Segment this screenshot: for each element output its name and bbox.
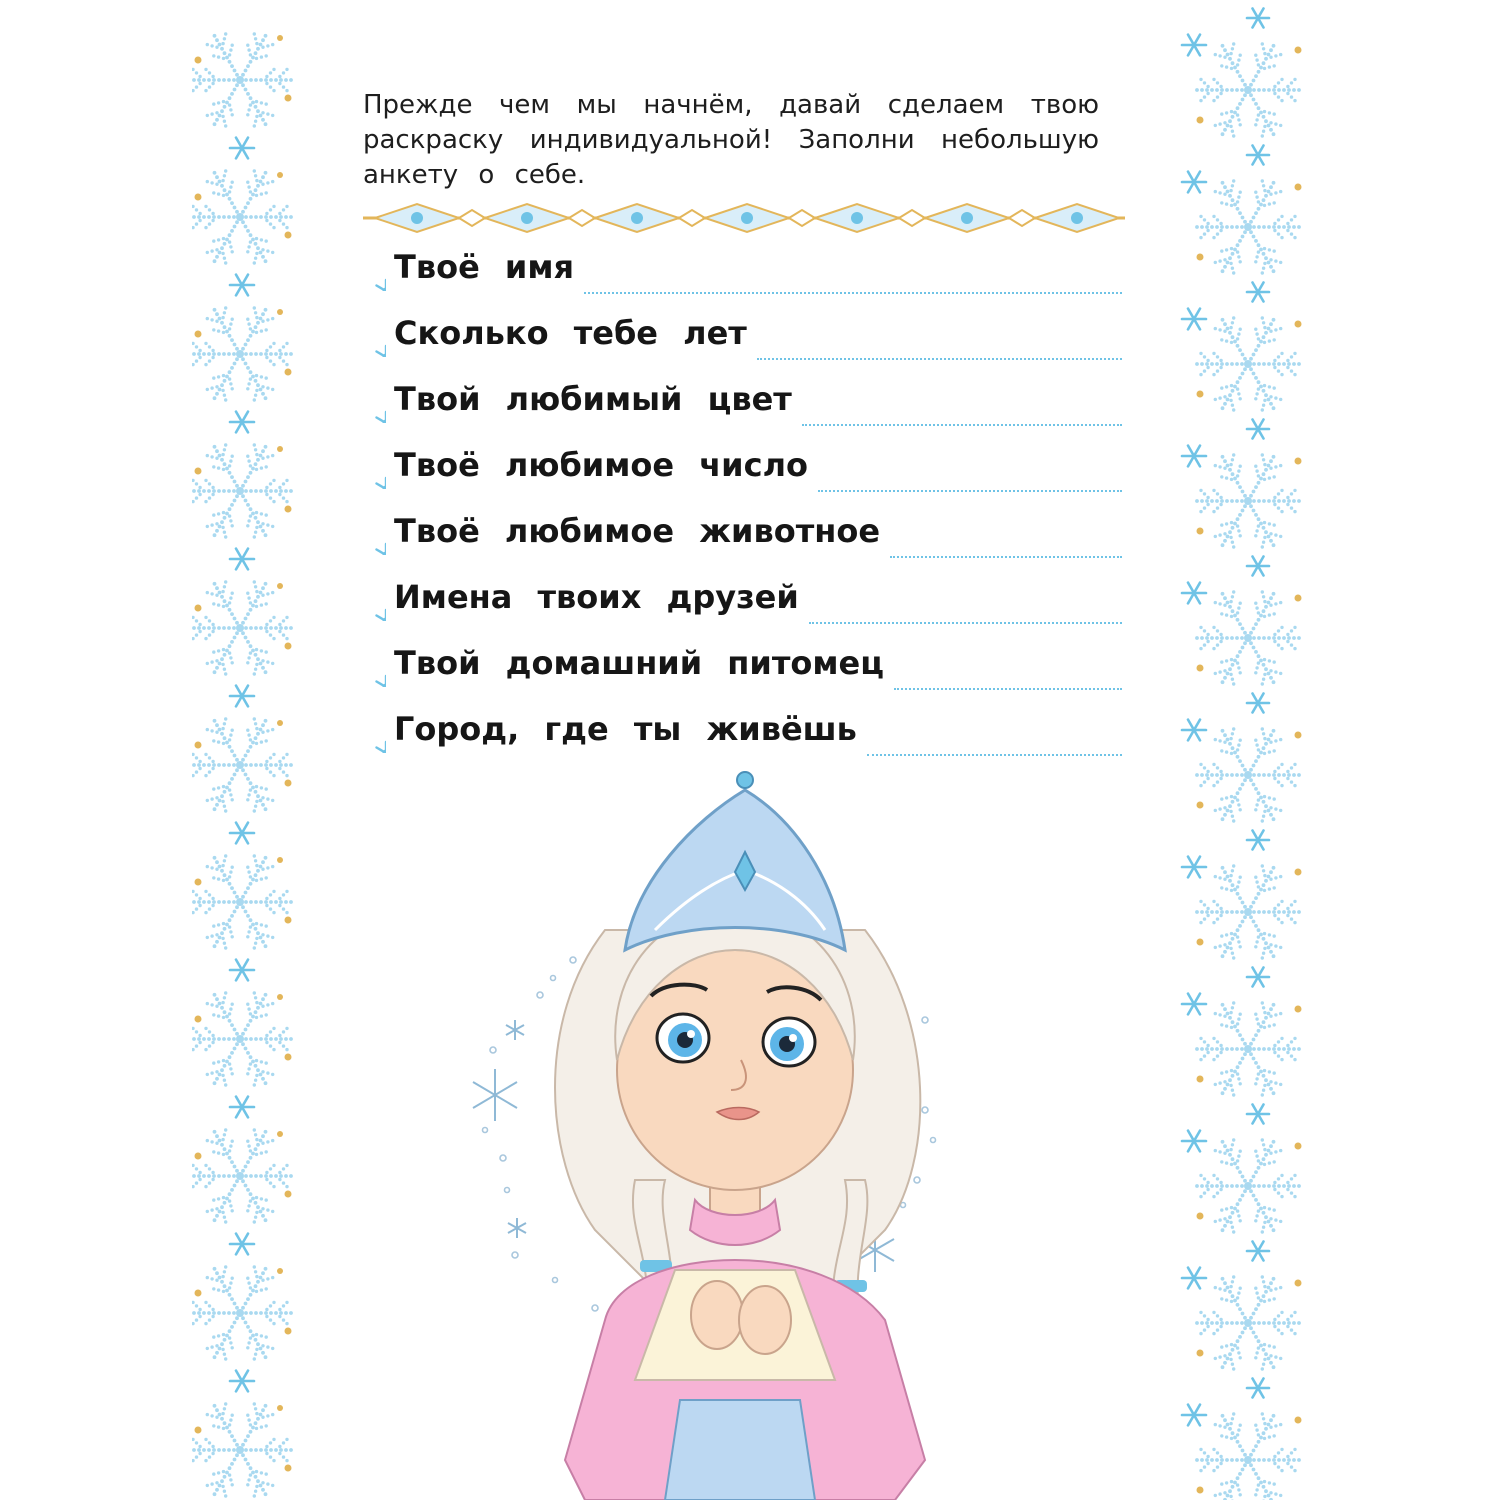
question-label: Твой любимый цвет [394, 380, 792, 418]
gold-dot-icon [285, 1465, 292, 1472]
gold-dot-icon [1197, 802, 1204, 809]
divider-small-diamond [459, 210, 485, 226]
border-snowflake-icon [1195, 179, 1301, 274]
snowflake-icon [360, 727, 386, 753]
snow-princess-icon [455, 760, 1015, 1500]
intro-text: Прежде чем мы начнём, давай сделаем твою раскраску индивидуальной! Заполни небольшую анкету о себе. [363, 90, 1099, 190]
gold-dot-icon [195, 468, 202, 475]
question-row [360, 380, 1122, 446]
small-snowflake-icon [1182, 720, 1206, 741]
divider-gem [741, 212, 753, 224]
answer-line[interactable] [867, 753, 1122, 756]
border-snowflake-icon [1195, 1412, 1301, 1500]
gold-dot-icon [1295, 458, 1302, 465]
small-snowflake-icon [230, 686, 254, 707]
small-snowflake-icon [1182, 583, 1206, 604]
gold-dot-icon [277, 35, 283, 41]
answer-line[interactable] [584, 291, 1122, 294]
answer-line[interactable] [890, 555, 1122, 558]
small-snowflake-icon [1182, 172, 1206, 193]
gold-dot-icon [1295, 47, 1302, 54]
border-snowflake-icon [192, 1265, 293, 1360]
snowflake-pattern-icon [1180, 0, 1310, 1500]
question-row [360, 314, 1122, 380]
gold-dot-icon [195, 879, 202, 886]
small-snowflake-icon [1247, 419, 1269, 438]
gold-dot-icon [195, 1153, 202, 1160]
small-snowflake-icon [230, 1097, 254, 1118]
border-snowflake-icon [1195, 590, 1301, 685]
divider-gem [411, 212, 423, 224]
answer-line[interactable] [757, 357, 1122, 360]
gold-dot-icon [285, 95, 292, 102]
divider-small-diamond [1009, 210, 1035, 226]
gold-dot-icon [1197, 391, 1204, 398]
gold-dot-icon [277, 172, 283, 178]
question-label: Твоё имя [394, 248, 575, 286]
border-snowflake-icon [192, 580, 293, 675]
small-snowflake-icon [1247, 8, 1269, 27]
gold-dot-icon [285, 369, 292, 376]
small-snowflake-icon [1247, 967, 1269, 986]
gold-dot-icon [1197, 939, 1204, 946]
border-snowflake-icon [1195, 453, 1301, 548]
gold-dot-icon [277, 857, 283, 863]
divider-small-diamond [569, 210, 595, 226]
small-snowflake-icon [230, 275, 254, 296]
gold-dot-icon [195, 57, 202, 64]
gold-dot-icon [277, 994, 283, 1000]
gold-dot-icon [277, 309, 283, 315]
gold-dot-icon [285, 780, 292, 787]
gold-dot-icon [1295, 184, 1302, 191]
small-snowflake-icon [1182, 1405, 1206, 1426]
question-row [360, 644, 1122, 710]
divider-gem [521, 212, 533, 224]
gold-dot-icon [277, 1405, 283, 1411]
gold-dot-icon [195, 742, 202, 749]
snow-princess-illustration [455, 760, 1015, 1504]
border-snowflake-icon [1195, 1001, 1301, 1096]
snowflake-icon [360, 595, 386, 621]
gold-dot-icon [277, 1268, 283, 1274]
answer-line[interactable] [809, 621, 1122, 624]
gold-dot-icon [285, 1191, 292, 1198]
gold-dot-icon [1295, 732, 1302, 739]
gold-dot-icon [1197, 117, 1204, 124]
small-snowflake-icon [1247, 1241, 1269, 1260]
gold-dot-icon [195, 331, 202, 338]
small-snowflake-icon [230, 549, 254, 570]
gold-dot-icon [285, 643, 292, 650]
gold-dot-icon [277, 583, 283, 589]
left-snowflake-border [192, 0, 302, 1500]
question-row [360, 446, 1122, 512]
border-snowflake-icon [1195, 864, 1301, 959]
small-snowflake-icon [1247, 1378, 1269, 1397]
snowflake-icon [360, 331, 386, 357]
gold-dot-icon [1295, 1280, 1302, 1287]
border-snowflake-icon [192, 991, 293, 1086]
question-label: Город, где ты живёшь [394, 710, 857, 748]
gold-dot-icon [195, 1016, 202, 1023]
divider-gem [851, 212, 863, 224]
border-snowflake-icon [1195, 727, 1301, 822]
gold-dot-icon [277, 1131, 283, 1137]
border-snowflake-icon [1195, 316, 1301, 411]
border-snowflake-icon [1195, 1275, 1301, 1370]
small-snowflake-icon [230, 960, 254, 981]
gold-dot-icon [195, 1290, 202, 1297]
gold-dot-icon [195, 194, 202, 201]
small-snowflake-icon [1182, 35, 1206, 56]
border-snowflake-icon [192, 717, 293, 812]
question-label: Имена твоих друзей [394, 578, 799, 616]
gold-dot-icon [1197, 1487, 1204, 1494]
gold-dot-icon [277, 446, 283, 452]
small-snowflake-icon [230, 1371, 254, 1392]
gold-dot-icon [1197, 528, 1204, 535]
border-snowflake-icon [192, 854, 293, 949]
snowflake-icon [360, 661, 386, 687]
border-snowflake-icon [1195, 1138, 1301, 1233]
divider-gem [1071, 212, 1083, 224]
gold-dot-icon [1295, 1006, 1302, 1013]
gold-dot-icon [1197, 1213, 1204, 1220]
small-snowflake-icon [1182, 994, 1206, 1015]
small-snowflake-icon [1247, 830, 1269, 849]
small-snowflake-icon [1182, 446, 1206, 467]
small-snowflake-icon [1247, 556, 1269, 575]
border-snowflake-icon [192, 169, 293, 264]
question-row [360, 512, 1122, 578]
divider-small-diamond [679, 210, 705, 226]
ornamental-divider [363, 200, 1125, 240]
question-row [360, 578, 1122, 644]
answer-line[interactable] [894, 687, 1122, 690]
gold-dot-icon [195, 1427, 202, 1434]
divider-small-diamond [789, 210, 815, 226]
small-snowflake-icon [1247, 282, 1269, 301]
gold-dot-icon [1295, 1143, 1302, 1150]
answer-line[interactable] [818, 489, 1122, 492]
border-snowflake-icon [192, 1402, 293, 1497]
gold-dot-icon [1295, 869, 1302, 876]
snowflake-icon [360, 529, 386, 555]
question-label: Сколько тебе лет [394, 314, 747, 352]
gold-dot-icon [285, 917, 292, 924]
answer-line[interactable] [802, 423, 1122, 426]
border-snowflake-icon [192, 1128, 293, 1223]
right-snowflake-border [1180, 0, 1290, 1500]
gold-dot-icon [285, 1054, 292, 1061]
divider-gem [961, 212, 973, 224]
snowflake-icon [360, 397, 386, 423]
gold-dot-icon [1197, 254, 1204, 261]
small-snowflake-icon [1182, 1131, 1206, 1152]
small-snowflake-icon [1182, 309, 1206, 330]
gold-dot-icon [195, 605, 202, 612]
snowflake-icon [360, 265, 386, 291]
snowflake-pattern-icon [192, 0, 302, 1500]
border-snowflake-icon [192, 443, 293, 538]
gold-dot-icon [1295, 595, 1302, 602]
small-snowflake-icon [230, 138, 254, 159]
small-snowflake-icon [1247, 693, 1269, 712]
gold-dot-icon [1295, 321, 1302, 328]
question-row [360, 248, 1122, 314]
divider-ornament-icon [363, 200, 1125, 236]
question-label: Твоё любимое число [394, 446, 808, 484]
gold-dot-icon [1197, 665, 1204, 672]
divider-gem [631, 212, 643, 224]
border-snowflake-icon [192, 32, 293, 127]
small-snowflake-icon [230, 412, 254, 433]
gold-dot-icon [277, 720, 283, 726]
snowflake-icon [360, 463, 386, 489]
question-label: Твоё любимое животное [394, 512, 881, 550]
gold-dot-icon [1295, 1417, 1302, 1424]
border-snowflake-icon [192, 306, 293, 401]
small-snowflake-icon [230, 823, 254, 844]
question-label: Твой домашний питомец [394, 644, 884, 682]
gold-dot-icon [1197, 1076, 1204, 1083]
border-snowflake-icon [1195, 42, 1301, 137]
divider-small-diamond [899, 210, 925, 226]
small-snowflake-icon [1247, 1104, 1269, 1123]
questionnaire [360, 248, 1122, 776]
small-snowflake-icon [1247, 145, 1269, 164]
gold-dot-icon [285, 232, 292, 239]
gold-dot-icon [1197, 1350, 1204, 1357]
gold-dot-icon [285, 506, 292, 513]
gold-dot-icon [285, 1328, 292, 1335]
small-snowflake-icon [1182, 1268, 1206, 1289]
small-snowflake-icon [1182, 857, 1206, 878]
small-snowflake-icon [230, 1234, 254, 1255]
